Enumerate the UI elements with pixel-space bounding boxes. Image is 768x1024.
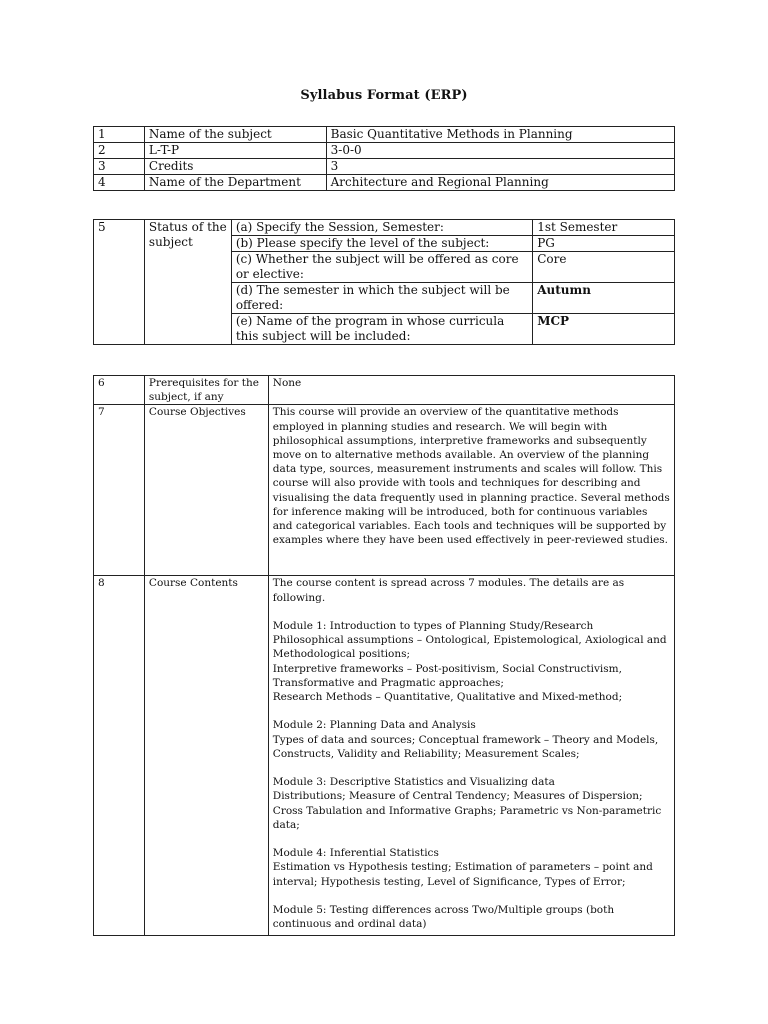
module-title: Module 4: Inferential Statistics xyxy=(272,847,439,860)
status-answer: MCP xyxy=(533,314,675,345)
row-label: Name of the subject xyxy=(144,127,326,143)
course-objectives-text: This course will provide an overview of the quantitative methods employed in planning studies and research. We will begin with philosophical assumptions, interpretive frameworks and subsequently move on to alternative methods available. An overview of the planning data type, sources, measurement instruments and scales will follow. This course will also provide with tools and techniques for describing and visualising the data frequently used in planning practice. Several methods for inference making will be introduced, both for continuous variables and categorical variables. Each tools and techniques will be supported by examples where they have been used effectively in peer-reviewed studies. xyxy=(268,405,674,576)
status-answer: Autumn xyxy=(533,283,675,314)
row-value: 3 xyxy=(326,159,674,175)
table-row xyxy=(94,159,675,175)
course-contents xyxy=(268,576,674,936)
course-details-table xyxy=(93,375,675,936)
row-label: Name of the Department xyxy=(144,175,326,191)
row-value: Basic Quantitative Methods in Planning xyxy=(326,127,674,143)
subject-status-table xyxy=(93,219,675,345)
row-number: 7 xyxy=(94,405,145,576)
status-question: (a) Specify the Session, Semester: xyxy=(231,220,532,236)
table-row xyxy=(94,127,675,143)
module-title: Module 2: Planning Data and Analysis xyxy=(272,719,476,732)
row-label: L-T-P xyxy=(144,143,326,159)
table-row xyxy=(94,143,675,159)
row-number: 4 xyxy=(94,175,145,191)
row-number: 2 xyxy=(94,143,145,159)
row-label: Credits xyxy=(144,159,326,175)
module-line: Interpretive frameworks – Post-positivism, Social Constructivism, Transformative and Pragmatic approaches; xyxy=(272,662,622,689)
status-question: (d) The semester in which the subject will be offered: xyxy=(231,283,532,314)
row-number: 1 xyxy=(94,127,145,143)
module-title: Module 3: Descriptive Statistics and Visualizing data xyxy=(272,776,555,789)
row-number: 6 xyxy=(94,376,145,405)
table-row xyxy=(94,220,675,236)
row-number: 3 xyxy=(94,159,145,175)
row-label: Status of the subject xyxy=(144,220,231,345)
document-title: Syllabus Format (ERP) xyxy=(300,88,468,103)
row-number: 5 xyxy=(94,220,145,345)
table-row xyxy=(94,175,675,191)
table-row xyxy=(94,405,675,576)
row-label: Course Contents xyxy=(144,576,268,936)
module-title: Module 5: Testing differences across Two/Multiple groups (both continuous and ordinal data) xyxy=(272,904,615,931)
module-line: Types of data and sources; Conceptual framework – Theory and Models, Constructs, Validity and Reliability; Measurement Scales; xyxy=(272,733,659,760)
row-value: Architecture and Regional Planning xyxy=(326,175,674,191)
course-contents-intro: The course content is spread across 7 modules. The details are as following. xyxy=(272,577,625,604)
status-question: (b) Please specify the level of the subject: xyxy=(231,236,532,252)
row-value: None xyxy=(268,376,674,405)
status-answer: Core xyxy=(533,252,675,283)
subject-info-table xyxy=(93,126,675,191)
row-label: Prerequisites for the subject, if any xyxy=(144,376,268,405)
table-row xyxy=(94,576,675,936)
module-line: Research Methods – Quantitative, Qualitative and Mixed-method; xyxy=(272,691,623,704)
module-line: Estimation vs Hypothesis testing; Estimation of parameters – point and interval; Hypothesis testing, Level of Significance, Types of Error; xyxy=(272,861,653,888)
module-title: Module 1: Introduction to types of Planning Study/Research xyxy=(272,620,594,632)
module-line: Philosophical assumptions – Ontological, Epistemological, Axiological and Methodological positions; xyxy=(272,634,667,661)
row-number: 8 xyxy=(94,576,145,936)
status-answer: 1st Semester xyxy=(533,220,675,236)
status-question: (c) Whether the subject will be offered as core or elective: xyxy=(231,252,532,283)
status-question: (e) Name of the program in whose curricula this subject will be included: xyxy=(231,314,532,345)
status-answer: PG xyxy=(533,236,675,252)
row-label: Course Objectives xyxy=(144,405,268,576)
table-row xyxy=(94,376,675,405)
module-line: Distributions; Measure of Central Tendency; Measures of Dispersion; Cross Tabulation and Informative Graphs; Parametric vs Non-parametric data; xyxy=(272,790,662,831)
row-value: 3-0-0 xyxy=(326,143,674,159)
